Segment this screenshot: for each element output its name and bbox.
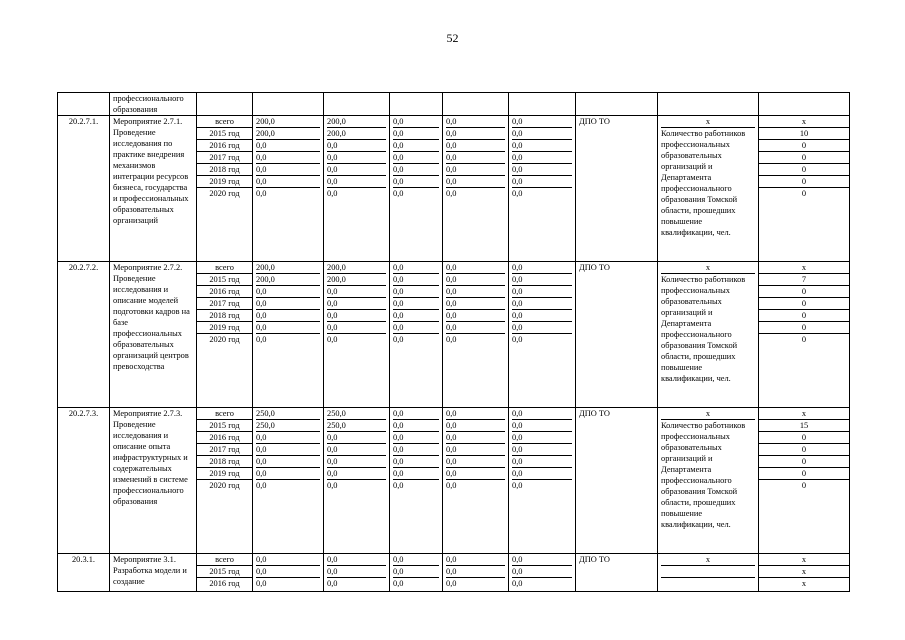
federal-value: 0,0 (327, 164, 386, 176)
local-value: 0,0 (446, 176, 505, 188)
extra-value: 0,0 (512, 579, 523, 588)
indicator-value: 0 (801, 335, 807, 344)
indicator-value: 0 (759, 456, 849, 468)
indicator-value: 0 (801, 189, 807, 198)
regional-value: 0,0 (393, 116, 439, 128)
measure-code: 20.2.7.3. (58, 408, 110, 554)
indicator-value: x (759, 554, 849, 566)
indicator-values-cell (759, 116, 850, 262)
local-value-cell (443, 116, 509, 262)
carry-over-cell (576, 93, 658, 116)
extra-value-cell (509, 116, 576, 262)
local-value: 0,0 (446, 420, 505, 432)
year-label-cell (197, 408, 253, 554)
federal-value: 200,0 (327, 128, 386, 140)
local-value: 0,0 (446, 481, 457, 490)
year-label: 2015 год (197, 128, 252, 140)
measure-name: Мероприятие 2.7.1. Проведение исследования по практике внедрения механизмов интеграции ресурсов бизнеса, государства и профессиональных образовательных организаций (110, 116, 197, 262)
table-body (58, 93, 850, 592)
extra-value: 0,0 (512, 432, 572, 444)
measure-row (58, 116, 850, 262)
indicator-value: 0 (759, 322, 849, 334)
year-label: 2019 год (197, 322, 252, 334)
total-value: 0,0 (256, 189, 267, 198)
local-value-cell (443, 554, 509, 592)
measure-name: Мероприятие 2.7.3. Проведение исследования и описание опыта инфраструктурных и содержательных изменений в системе профессионального образования (110, 408, 197, 554)
federal-value: 0,0 (327, 335, 338, 344)
carry-over-cell (324, 93, 390, 116)
local-value: 0,0 (446, 274, 505, 286)
federal-value: 250,0 (327, 420, 386, 432)
indicator-description: Количество работников профессиональных образовательных организаций и Департамента профессионального образования Томской области, прошедших повышение квалификации, чел. (661, 275, 746, 383)
year-label: 2017 год (197, 152, 252, 164)
year-label: 2018 год (197, 456, 252, 468)
federal-value: 0,0 (327, 310, 386, 322)
extra-value-cell (509, 408, 576, 554)
extra-value: 0,0 (512, 408, 572, 420)
total-value: 250,0 (256, 420, 320, 432)
budget-table (57, 92, 850, 592)
year-label: 2020 год (209, 481, 240, 490)
indicator-name: x (661, 554, 755, 566)
extra-value: 0,0 (512, 554, 572, 566)
regional-value: 0,0 (393, 164, 439, 176)
total-value: 0,0 (256, 322, 320, 334)
page-number: 52 (446, 31, 459, 45)
carry-over-cell (58, 93, 110, 116)
carry-over-cell (390, 93, 443, 116)
local-value-cell (443, 262, 509, 408)
indicator-name: x (661, 262, 755, 274)
federal-value: 200,0 (327, 116, 386, 128)
federal-value-cell (324, 408, 390, 554)
regional-value: 0,0 (393, 189, 404, 198)
regional-value: 0,0 (393, 420, 439, 432)
indicator-value: 15 (759, 420, 849, 432)
local-value: 0,0 (446, 164, 505, 176)
local-value: 0,0 (446, 298, 505, 310)
regional-value: 0,0 (393, 444, 439, 456)
federal-value: 0,0 (327, 298, 386, 310)
regional-value-cell (390, 408, 443, 554)
total-value: 200,0 (256, 274, 320, 286)
federal-value: 0,0 (327, 566, 386, 578)
executor: ДПО ТО (576, 262, 658, 408)
federal-value: 0,0 (327, 189, 338, 198)
regional-value: 0,0 (393, 468, 439, 480)
local-value: 0,0 (446, 140, 505, 152)
total-value: 0,0 (256, 164, 320, 176)
carry-over-cell (509, 93, 576, 116)
year-label: 2019 год (197, 468, 252, 480)
federal-value: 200,0 (327, 262, 386, 274)
local-value: 0,0 (446, 566, 505, 578)
regional-value: 0,0 (393, 579, 404, 588)
indicator-value: 10 (759, 128, 849, 140)
extra-value: 0,0 (512, 274, 572, 286)
indicator-value: x (759, 262, 849, 274)
indicator-value: 0 (759, 164, 849, 176)
carry-over-cell (197, 93, 253, 116)
total-value-cell (253, 554, 324, 592)
total-value: 200,0 (256, 262, 320, 274)
indicator-value: x (759, 408, 849, 420)
measure-row (58, 262, 850, 408)
total-value: 0,0 (256, 444, 320, 456)
federal-value: 0,0 (327, 140, 386, 152)
year-label-cell (197, 262, 253, 408)
regional-value-cell (390, 116, 443, 262)
extra-value: 0,0 (512, 116, 572, 128)
year-label: 2019 год (197, 176, 252, 188)
year-label: 2016 год (197, 286, 252, 298)
regional-value: 0,0 (393, 128, 439, 140)
total-value: 0,0 (256, 140, 320, 152)
extra-value: 0,0 (512, 189, 523, 198)
extra-value: 0,0 (512, 481, 523, 490)
federal-value: 0,0 (327, 432, 386, 444)
indicator-value: 0 (759, 310, 849, 322)
regional-value: 0,0 (393, 408, 439, 420)
total-value: 0,0 (256, 335, 267, 344)
extra-value: 0,0 (512, 566, 572, 578)
extra-value: 0,0 (512, 322, 572, 334)
total-value: 0,0 (256, 286, 320, 298)
federal-value: 0,0 (327, 554, 386, 566)
indicator-value: 0 (759, 444, 849, 456)
regional-value: 0,0 (393, 335, 404, 344)
federal-value: 0,0 (327, 322, 386, 334)
extra-value: 0,0 (512, 420, 572, 432)
carry-over-cell (443, 93, 509, 116)
regional-value: 0,0 (393, 554, 439, 566)
executor: ДПО ТО (576, 554, 658, 592)
extra-value: 0,0 (512, 176, 572, 188)
measure-name: Мероприятие 2.7.2. Проведение исследования и описание моделей подготовки кадров на базе профессиональных образовательных организаций центров превосходства (110, 262, 197, 408)
extra-value: 0,0 (512, 298, 572, 310)
total-value: 0,0 (256, 176, 320, 188)
total-value-cell (253, 408, 324, 554)
indicator-value: 0 (759, 176, 849, 188)
year-label: всего (197, 408, 252, 420)
extra-value: 0,0 (512, 468, 572, 480)
carry-over-cell (253, 93, 324, 116)
total-value: 200,0 (256, 116, 320, 128)
extra-value: 0,0 (512, 310, 572, 322)
year-label: 2017 год (197, 298, 252, 310)
total-value-cell (253, 116, 324, 262)
extra-value-cell (509, 262, 576, 408)
indicator-value: 0 (801, 481, 807, 490)
indicator-value: 0 (759, 152, 849, 164)
indicator-name: x (661, 408, 755, 420)
total-value: 0,0 (256, 456, 320, 468)
executor: ДПО ТО (576, 408, 658, 554)
indicator-value: x (759, 116, 849, 128)
federal-value: 200,0 (327, 274, 386, 286)
indicator-description: Количество работников профессиональных образовательных организаций и Департамента профессионального образования Томской области, прошедших повышение квалификации, чел. (661, 129, 746, 237)
year-label: 2016 год (209, 579, 240, 588)
federal-value-cell (324, 116, 390, 262)
extra-value: 0,0 (512, 152, 572, 164)
regional-value: 0,0 (393, 432, 439, 444)
regional-value: 0,0 (393, 152, 439, 164)
year-label-cell (197, 116, 253, 262)
regional-value: 0,0 (393, 286, 439, 298)
regional-value: 0,0 (393, 140, 439, 152)
local-value: 0,0 (446, 152, 505, 164)
executor: ДПО ТО (576, 116, 658, 262)
measure-name: Мероприятие 3.1. Разработка модели и создание (110, 554, 197, 592)
indicator-value: 0 (759, 298, 849, 310)
local-value: 0,0 (446, 432, 505, 444)
federal-value: 0,0 (327, 286, 386, 298)
local-value: 0,0 (446, 335, 457, 344)
total-value: 250,0 (256, 408, 320, 420)
federal-value: 0,0 (327, 444, 386, 456)
local-value: 0,0 (446, 554, 505, 566)
regional-value: 0,0 (393, 310, 439, 322)
measure-code: 20.2.7.1. (58, 116, 110, 262)
measure-code: 20.3.1. (58, 554, 110, 592)
total-value: 0,0 (256, 152, 320, 164)
year-label: 2018 год (197, 310, 252, 322)
extra-value: 0,0 (512, 456, 572, 468)
local-value: 0,0 (446, 456, 505, 468)
local-value: 0,0 (446, 189, 457, 198)
local-value: 0,0 (446, 579, 457, 588)
total-value: 0,0 (256, 432, 320, 444)
total-value: 0,0 (256, 298, 320, 310)
measure-row (58, 554, 850, 592)
indicator-value: x (801, 579, 807, 588)
federal-value: 0,0 (327, 468, 386, 480)
regional-value: 0,0 (393, 176, 439, 188)
federal-value-cell (324, 262, 390, 408)
year-label: 2015 год (197, 274, 252, 286)
year-label-cell (197, 554, 253, 592)
measure-row (58, 408, 850, 554)
regional-value-cell (390, 554, 443, 592)
indicator-value: 0 (759, 140, 849, 152)
regional-value: 0,0 (393, 456, 439, 468)
regional-value: 0,0 (393, 481, 404, 490)
local-value: 0,0 (446, 262, 505, 274)
regional-value: 0,0 (393, 298, 439, 310)
year-label: 2018 год (197, 164, 252, 176)
local-value: 0,0 (446, 408, 505, 420)
indicator-cell (658, 116, 759, 262)
regional-value-cell (390, 262, 443, 408)
regional-value: 0,0 (393, 274, 439, 286)
extra-value: 0,0 (512, 335, 523, 344)
federal-value: 0,0 (327, 456, 386, 468)
extra-value: 0,0 (512, 140, 572, 152)
extra-value-cell (509, 554, 576, 592)
indicator-description: Количество работников профессиональных образовательных организаций и Департамента профессионального образования Томской области, прошедших повышение квалификации, чел. (661, 421, 746, 529)
carry-over-row (58, 93, 850, 116)
federal-value: 0,0 (327, 152, 386, 164)
year-label: 2020 год (209, 335, 240, 344)
carry-over-cell (658, 93, 759, 116)
federal-value: 0,0 (327, 481, 338, 490)
extra-value: 0,0 (512, 128, 572, 140)
indicator-cell (658, 408, 759, 554)
local-value: 0,0 (446, 468, 505, 480)
local-value: 0,0 (446, 128, 505, 140)
extra-value: 0,0 (512, 444, 572, 456)
indicator-values-cell (759, 554, 850, 592)
year-label: всего (197, 262, 252, 274)
year-label: 2016 год (197, 432, 252, 444)
year-label: 2015 год (197, 420, 252, 432)
indicator-value: 7 (759, 274, 849, 286)
total-value: 0,0 (256, 554, 320, 566)
indicator-cell (658, 262, 759, 408)
extra-value: 0,0 (512, 286, 572, 298)
measure-code: 20.2.7.2. (58, 262, 110, 408)
year-label: 2016 год (197, 140, 252, 152)
indicator-blank (661, 566, 755, 578)
total-value: 0,0 (256, 579, 267, 588)
indicator-value: 0 (759, 432, 849, 444)
carry-over-cell (759, 93, 850, 116)
total-value: 0,0 (256, 468, 320, 480)
indicator-name: x (661, 116, 755, 128)
year-label: всего (197, 116, 252, 128)
regional-value: 0,0 (393, 322, 439, 334)
indicator-value: x (759, 566, 849, 578)
year-label: 2015 год (197, 566, 252, 578)
indicator-values-cell (759, 262, 850, 408)
year-label: 2020 год (209, 189, 240, 198)
local-value: 0,0 (446, 116, 505, 128)
federal-value-cell (324, 554, 390, 592)
total-value-cell (253, 262, 324, 408)
total-value: 0,0 (256, 566, 320, 578)
federal-value: 0,0 (327, 176, 386, 188)
extra-value: 0,0 (512, 262, 572, 274)
indicator-cell (658, 554, 759, 592)
total-value: 0,0 (256, 310, 320, 322)
year-label: 2017 год (197, 444, 252, 456)
indicator-values-cell (759, 408, 850, 554)
total-value: 200,0 (256, 128, 320, 140)
extra-value: 0,0 (512, 164, 572, 176)
regional-value: 0,0 (393, 566, 439, 578)
local-value-cell (443, 408, 509, 554)
local-value: 0,0 (446, 286, 505, 298)
local-value: 0,0 (446, 444, 505, 456)
federal-value: 250,0 (327, 408, 386, 420)
federal-value: 0,0 (327, 579, 338, 588)
indicator-value: 0 (759, 468, 849, 480)
indicator-value: 0 (759, 286, 849, 298)
local-value: 0,0 (446, 310, 505, 322)
total-value: 0,0 (256, 481, 267, 490)
indicator-blank (661, 578, 755, 589)
carry-over-name-cell: профессионального образования (110, 93, 197, 116)
regional-value: 0,0 (393, 262, 439, 274)
year-label: всего (197, 554, 252, 566)
local-value: 0,0 (446, 322, 505, 334)
